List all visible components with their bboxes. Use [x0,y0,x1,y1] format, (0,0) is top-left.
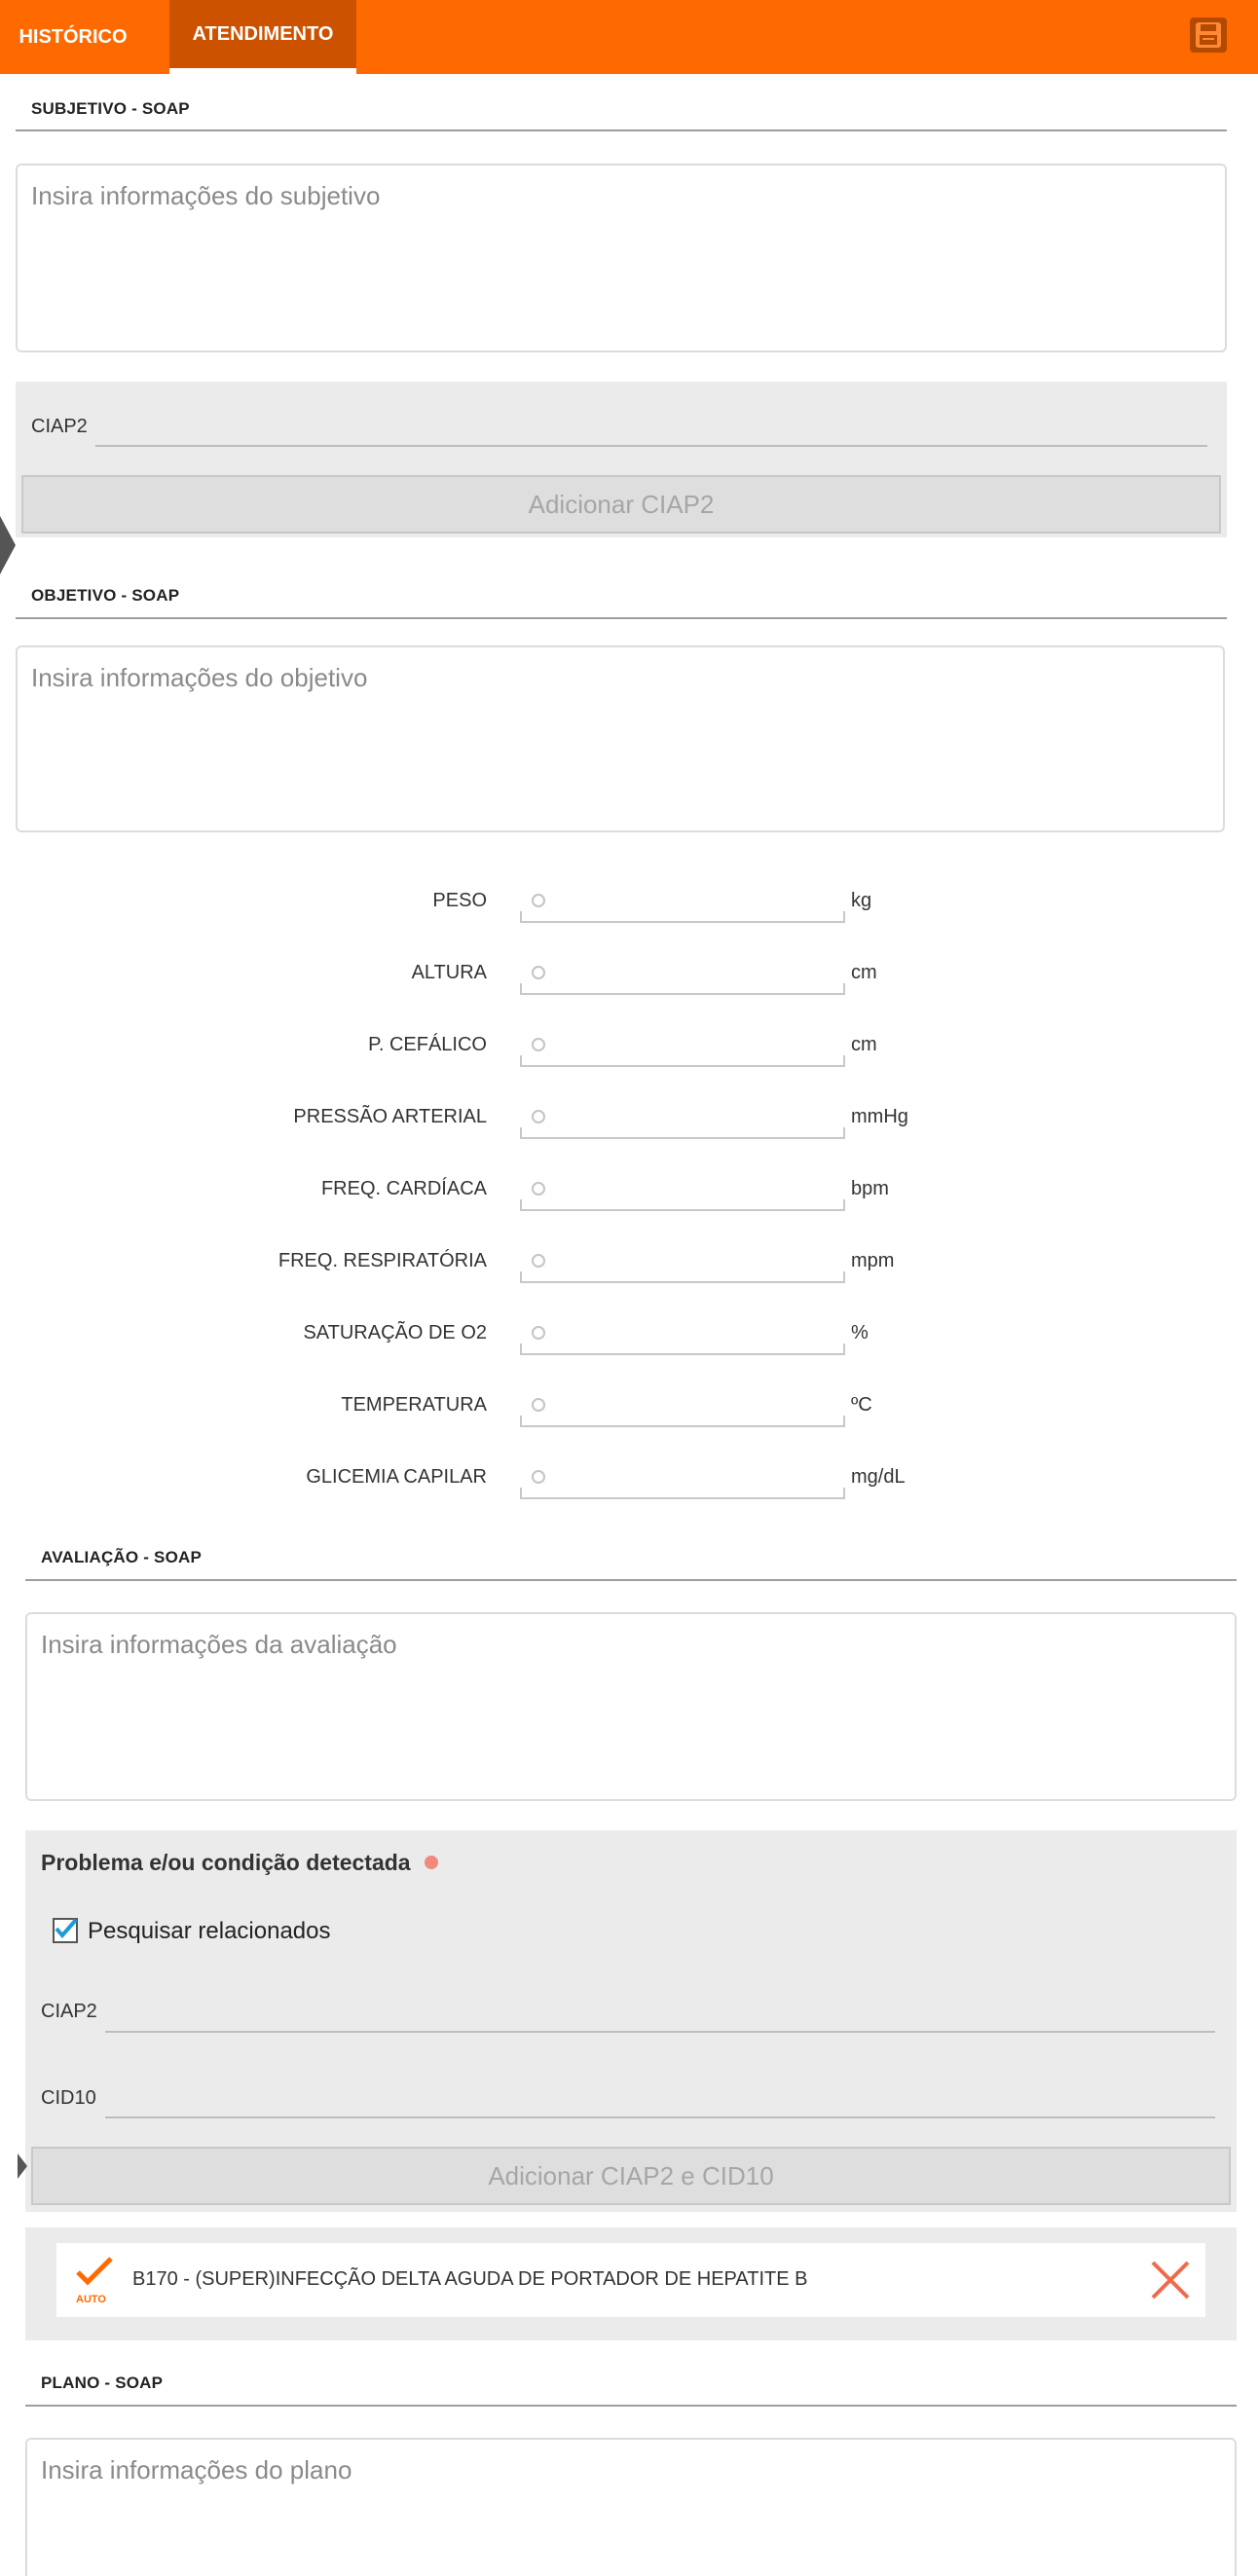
section-title-plano: PLANO - SOAP [41,2374,164,2392]
tab-historico[interactable]: HISTÓRICO [18,25,128,48]
vital-indicator-icon [532,1398,545,1412]
vital-unit: cm [851,962,877,983]
vital-unit: % [851,1322,869,1343]
check-auto-icon [74,2257,117,2288]
side-expand-arrow-icon[interactable] [18,2153,27,2179]
vital-indicator-icon [532,1110,545,1123]
section-divider [25,2405,1237,2407]
detected-condition-text: B170 - (SUPER)INFECÇÃO DELTA AGUDA DE PORTADOR DE HEPATITE B [132,2268,808,2290]
section-title-subjetivo: SUBJETIVO - SOAP [31,99,190,118]
vital-label-temperatura: TEMPERATURA [341,1394,487,1416]
ciap2-input[interactable] [105,2031,1215,2033]
cid10-input[interactable] [105,2116,1215,2118]
vital-input-altura[interactable] [520,960,845,995]
vital-input-glicemia-capilar[interactable] [520,1464,845,1499]
section-divider [16,129,1227,131]
remove-condition-icon[interactable] [1149,2259,1192,2301]
vital-unit: cm [851,1034,877,1055]
search-related-checkbox[interactable] [53,1918,78,1943]
plano-textarea[interactable]: Insira informações do plano [25,2438,1237,2576]
subjetivo-textarea[interactable]: Insira informações do subjetivo [16,164,1227,352]
ciap2-label: CIAP2 [41,2001,97,2022]
section-divider [16,617,1227,619]
vital-input-freq-cardiaca[interactable] [520,1176,845,1211]
vital-label-freq-cardiaca: FREQ. CARDÍACA [320,1178,487,1199]
vital-unit: mpm [851,1250,895,1271]
ciap2-label: CIAP2 [31,416,88,437]
vital-label-altura: ALTURA [411,962,487,983]
checkmark-icon [53,1916,78,1941]
tab-atendimento[interactable]: ATENDIMENTO [169,0,356,74]
section-title-avaliacao: AVALIAÇÃO - SOAP [41,1548,203,1566]
auto-badge: AUTO [76,2294,106,2305]
vital-indicator-icon [532,1038,545,1051]
vital-indicator-icon [532,894,545,907]
vital-unit: mg/dL [851,1466,906,1488]
vital-label-pressao-arterial: PRESSÃO ARTERIAL [293,1106,487,1127]
vital-input-pressao-arterial[interactable] [520,1104,845,1139]
vital-label-saturacao-o2: SATURAÇÃO DE O2 [303,1322,487,1343]
add-ciap2-cid10-button[interactable]: Adicionar CIAP2 e CID10 [31,2147,1231,2205]
vital-unit: bpm [851,1178,889,1199]
required-dot-icon [425,1856,438,1869]
vital-indicator-icon [532,966,545,979]
side-expand-arrow-icon[interactable] [0,516,16,574]
avaliacao-textarea[interactable]: Insira informações da avaliação [25,1612,1237,1801]
search-related-label: Pesquisar relacionados [88,1918,331,1944]
section-divider [25,1579,1237,1581]
vital-input-perimetro-cefalico[interactable] [520,1032,845,1067]
vital-unit: ºC [851,1394,872,1416]
detected-condition-item [56,2243,1205,2317]
section-title-objetivo: OBJETIVO - SOAP [31,586,180,605]
vital-label-perimetro-cefalico: P. CEFÁLICO [368,1034,487,1055]
top-tab-bar [0,0,1258,74]
vital-indicator-icon [532,1470,545,1484]
objetivo-textarea[interactable]: Insira informações do objetivo [16,645,1225,832]
save-button[interactable] [1190,18,1227,53]
ciap2-input[interactable] [95,445,1207,447]
vital-input-peso[interactable] [520,888,845,923]
cid10-label: CID10 [41,2087,96,2109]
save-icon [1194,20,1223,50]
vital-unit: mmHg [851,1106,908,1127]
vital-unit: kg [851,890,872,911]
vital-input-freq-respiratoria[interactable] [520,1248,845,1283]
vital-input-temperatura[interactable] [520,1392,845,1427]
vital-label-freq-respiratoria: FREQ. RESPIRATÓRIA [278,1250,487,1271]
add-ciap2-button[interactable]: Adicionar CIAP2 [21,475,1221,534]
vital-indicator-icon [532,1182,545,1196]
problem-title: Problema e/ou condição detectada [41,1850,411,1875]
vital-label-glicemia-capilar: GLICEMIA CAPILAR [306,1466,487,1488]
vital-indicator-icon [532,1326,545,1340]
vital-indicator-icon [532,1254,545,1268]
vital-label-peso: PESO [432,890,487,911]
vital-input-saturacao-o2[interactable] [520,1320,845,1355]
